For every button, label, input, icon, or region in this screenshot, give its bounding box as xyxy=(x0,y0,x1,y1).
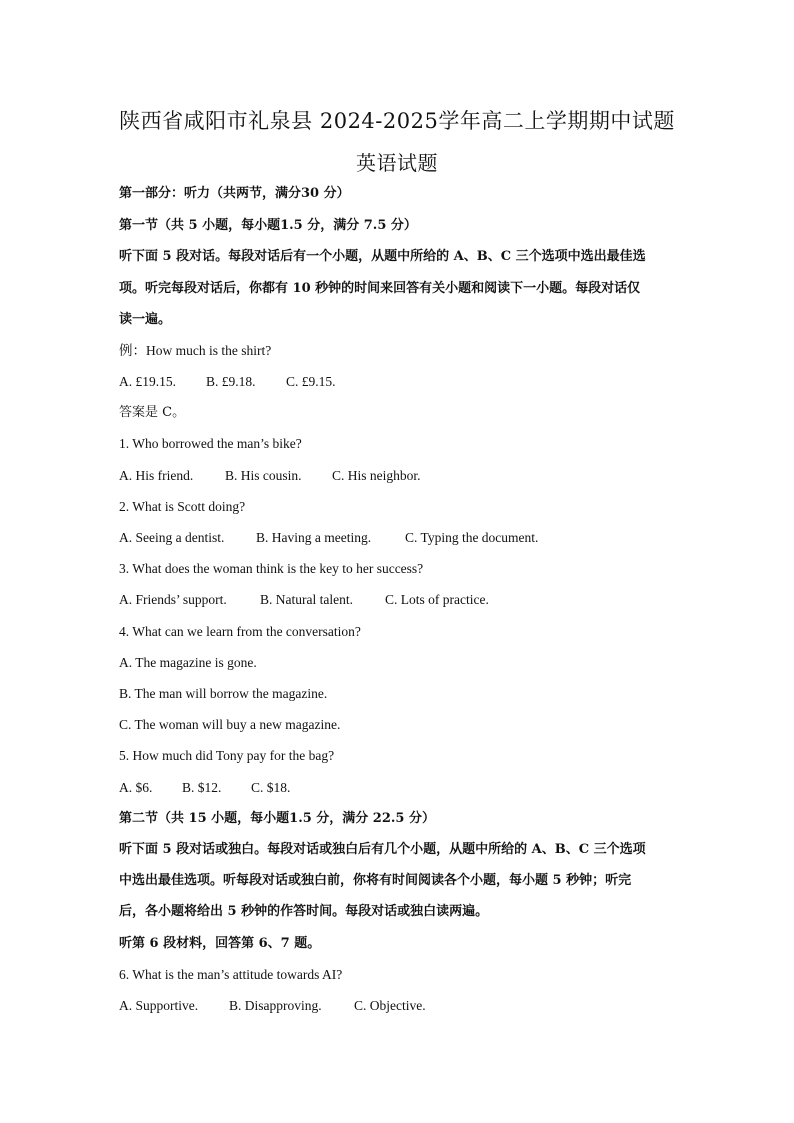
section1-instruction-line: 项。听完每段对话后，你都有 10 秒钟的时间来回答有关小题和阅读下一小题。每段对话仅 xyxy=(119,281,641,296)
question-3: 3. What does the woman think is the key to her success? xyxy=(119,561,424,576)
question-6: 6. What is the man’s attitude towards AI? xyxy=(119,967,343,982)
section2-heading: 第二节（共 15 小题，每小题1.5 分，满分 22.5 分） xyxy=(119,811,435,826)
material6-heading: 听第 6 段材料，回答第 6、7 题。 xyxy=(119,936,321,951)
question-4: 4. What can we learn from the conversation? xyxy=(119,624,361,639)
section1-heading: 第一节（共 5 小题，每小题1.5 分，满分 7.5 分） xyxy=(119,218,417,233)
question-1: 1. Who borrowed the man’s bike? xyxy=(119,436,302,451)
page-title: 陕西省咸阳市礼泉县 2024-2025学年高二上学期期中试题 xyxy=(119,109,675,133)
question-1-options xyxy=(119,468,679,484)
section2-instruction-line: 中选出最佳选项。听每段对话或独白前，你将有时间阅读各个小题，每小题 5 秒钟；听完 xyxy=(119,873,632,888)
option: C. His neighbor. xyxy=(332,468,421,483)
example-question: 例：How much is the shirt? xyxy=(119,343,272,358)
option: C. $18. xyxy=(251,780,291,795)
option: A. Seeing a dentist. xyxy=(119,530,225,545)
option: A. £19.15. xyxy=(119,374,176,389)
option: A. Friends’ support. xyxy=(119,592,227,607)
page-subtitle: 英语试题 xyxy=(356,151,438,175)
section1-instruction-line: 读一遍。 xyxy=(119,312,172,327)
option: A. Supportive. xyxy=(119,998,199,1013)
option: B. Disapproving. xyxy=(229,998,322,1013)
option: C. £9.15. xyxy=(286,374,336,389)
option: A. $6. xyxy=(119,780,153,795)
question-4-option-c: C. The woman will buy a new magazine. xyxy=(119,717,341,732)
option: C. Typing the document. xyxy=(405,530,539,545)
question-2: 2. What is Scott doing? xyxy=(119,499,246,514)
question-6-options xyxy=(119,998,679,1014)
option: C. Lots of practice. xyxy=(385,592,489,607)
option: B. £9.18. xyxy=(206,374,256,389)
question-5: 5. How much did Tony pay for the bag? xyxy=(119,748,335,763)
part1-heading: 第一部分：听力（共两节，满分30 分） xyxy=(119,186,350,201)
question-4-option-b: B. The man will borrow the magazine. xyxy=(119,686,328,701)
option: C. Objective. xyxy=(354,998,426,1013)
example-options xyxy=(119,374,679,390)
option: B. $12. xyxy=(182,780,222,795)
option: B. Natural talent. xyxy=(260,592,353,607)
question-5-options xyxy=(119,780,679,796)
section2-instruction-line: 后，各小题将给出 5 秒钟的作答时间。每段对话或独白读两遍。 xyxy=(119,904,489,919)
section1-instruction-line: 听下面 5 段对话。每段对话后有一个小题，从题中所给的 A、B、C 三个选项中选出最佳选 xyxy=(119,249,646,264)
question-4-option-a: A. The magazine is gone. xyxy=(119,655,257,670)
question-2-options xyxy=(119,530,679,546)
option: B. His cousin. xyxy=(225,468,302,483)
option: B. Having a meeting. xyxy=(256,530,372,545)
option: A. His friend. xyxy=(119,468,194,483)
section2-instruction-line: 听下面 5 段对话或独白。每段对话或独白后有几个小题，从题中所给的 A、B、C 三个选项 xyxy=(119,842,646,857)
question-3-options xyxy=(119,592,679,608)
example-answer: 答案是 C。 xyxy=(119,405,186,420)
